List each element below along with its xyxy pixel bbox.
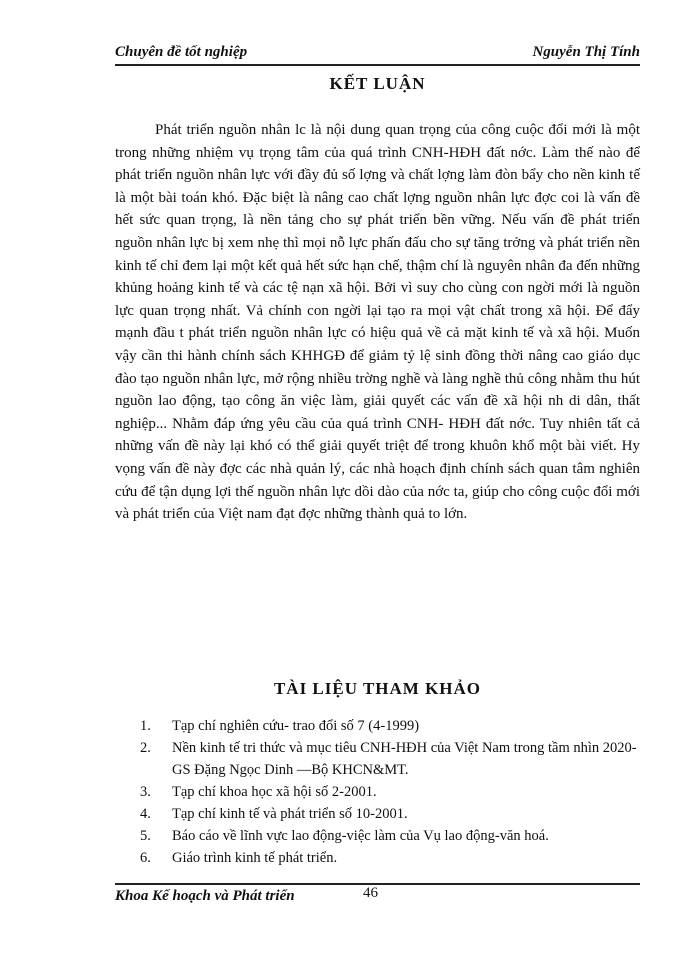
conclusion-paragraph: Phát triển nguồn nhân lc là nội dung quan trọng của công cuộc đổi mới là một trong những nhiệm vụ trọng tâm của quá trình CNH-HĐH đất nớc. Làm thế nào để phát triển nguồn nhân lực với đầy đủ số lợng và chất lợng làm đòn bẩy cho nền kinh tế là một bài toán khó. Đặc biệt là nâng cao chất lợng nguồn nhân lực đợc coi là vấn đề hết sức quan trọng, là nền tảng cho sự phát triển bền vững. Nếu vấn đề phát triển nguồn nhân lực bị xem nhẹ thì mọi nỗ lực phấn đấu cho sự tăng trởng và phát triển nền kinh tế chỉ đem lại một kết quả hết sức hạn chế, thậm chí là nguyên nhân đa đến những khủng hoảng kinh tế và các tệ nạn xã hội. Bởi vì suy cho cùng con ngời mới là nguồn lực quan trọng nhất. Vả chính con ngời lại tạo ra mọi vật chất trong xã hội. Để đẩy mạnh đầu t phát triển nguồn nhân lực có hiệu quả về cả mặt kinh tế và xã hội. Muốn vậy cần thi hành chính sách KHHGĐ để giảm tỷ lệ sinh đồng thời nâng cao giáo dục đào tạo nguồn nhân lực, mở rộng nhiều trờng nghề và làng nghề thủ công nhằm thu hút nguồn lao động, tạo công ăn việc làm, giải quyết các vấn đề xã hội nh di dân, thất nghiệp... Nhằm đáp ứng yêu cầu của quá trình CNH- HĐH đất nớc. Tuy nhiên tất cả những vấn đề này lại khó có thể giải quyết triệt để trong khuôn khổ một bài viết. Hy vọng vấn đề này đợc các nhà quản lý, các nhà hoạch định chính sách quan tâm nghiên cứu để tận dụng lợi thế nguồn nhân lực dồi dào của nớc ta, giúp cho công cuộc đổi mới và phát triển của Việt nam đạt đợc những thành quả to lớn. bbox=[115, 122, 640, 523]
header-author: Nguyễn Thị Tính bbox=[532, 44, 640, 60]
reference-item bbox=[140, 737, 640, 781]
page-footer bbox=[115, 883, 640, 905]
reference-list bbox=[140, 715, 640, 869]
reference-text: Tạp chí nghiên cứu- trao đổi số 7 (4-1999) bbox=[172, 718, 420, 734]
header-topic: Chuyên đề tốt nghiệp bbox=[115, 44, 248, 60]
reference-number: 6. bbox=[140, 850, 151, 866]
reference-text: Giáo trình kinh tế phát triển. bbox=[172, 850, 338, 866]
reference-text: Tạp chí kinh tế và phát triển số 10-2001. bbox=[172, 806, 408, 822]
reference-number: 3. bbox=[140, 784, 151, 800]
reference-text: Nền kinh tế tri thức và mục tiêu CNH-HĐH của Việt Nam trong tầm nhìn 2020- GS Đặng Ngọc Dinh —Bộ KHCN&MT. bbox=[172, 740, 637, 778]
reference-item bbox=[140, 825, 640, 847]
reference-item bbox=[140, 781, 640, 803]
references-title: TÀI LIỆU THAM KHẢO bbox=[273, 679, 482, 698]
reference-number: 4. bbox=[140, 806, 151, 822]
page-number: 46 bbox=[363, 885, 378, 901]
footer-faculty: Khoa Kế hoạch và Phát triển bbox=[115, 888, 295, 904]
reference-item bbox=[140, 847, 640, 869]
conclusion-title: KẾT LUẬN bbox=[329, 74, 426, 93]
reference-number: 1. bbox=[140, 718, 151, 734]
page-header bbox=[115, 44, 640, 66]
reference-number: 2. bbox=[140, 740, 151, 756]
reference-item bbox=[140, 715, 640, 737]
reference-text: Báo cáo về lĩnh vực lao động-việc làm của Vụ lao động-văn hoá. bbox=[172, 828, 549, 844]
reference-text: Tạp chí khoa học xã hội số 2-2001. bbox=[172, 784, 377, 800]
reference-item bbox=[140, 803, 640, 825]
reference-number: 5. bbox=[140, 828, 151, 844]
